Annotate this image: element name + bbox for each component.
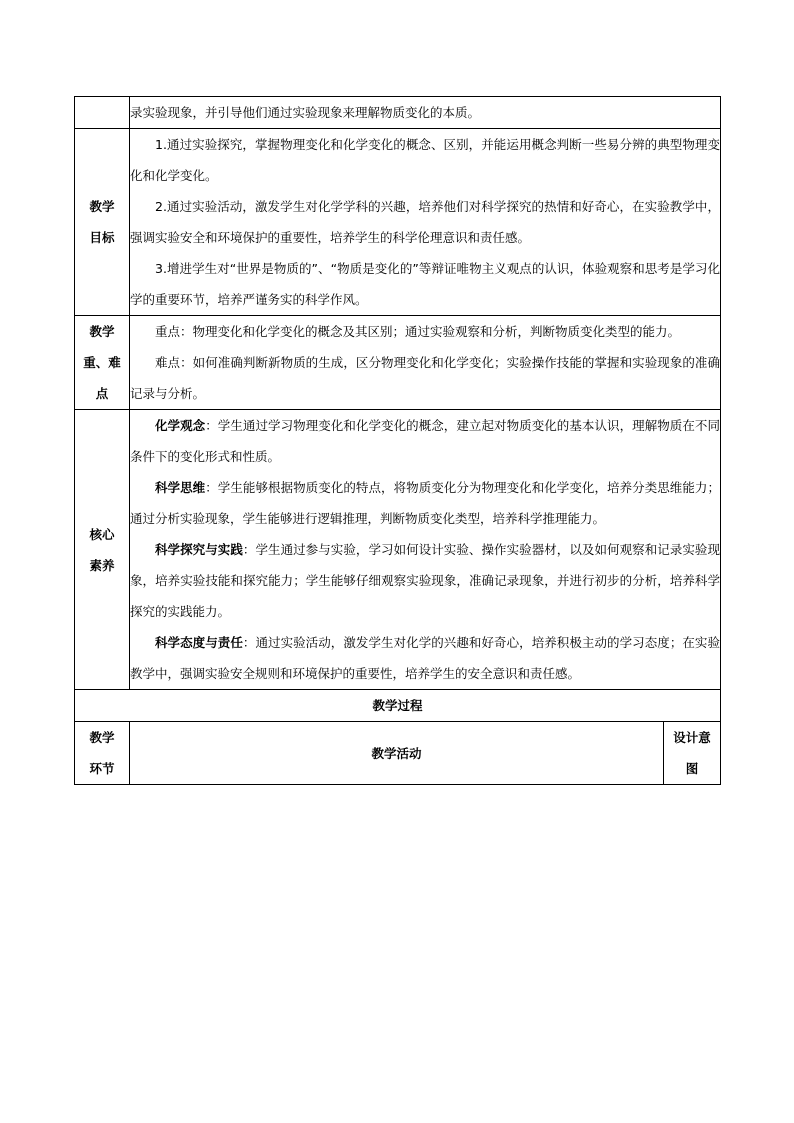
stage-header-line: 环节 xyxy=(89,761,115,776)
intro-label-cell xyxy=(75,97,130,129)
difficult-point-item: 难点：如何准确判断新物质的生成，区分物理变化和化学变化；实验操作技能的掌握和实验现象的准确记录与分析。 xyxy=(130,355,720,401)
literacy-item xyxy=(130,472,720,534)
stage-header-line: 教学 xyxy=(89,730,115,745)
literacy-content xyxy=(130,410,721,690)
objective-item: 3.增进学生对“世界是物质的”、“物质是变化的”等辩证唯物主义观点的认识，体验观察和思考是学习化学的重要环节，培养严谨务实的科学作风。 xyxy=(130,261,720,307)
literacy-item-title: 科学探究与实践 xyxy=(155,542,243,557)
intro-text: 录实验现象，并引导他们通过实验现象来理解物质变化的本质。 xyxy=(130,105,481,120)
objectives-label-line: 目标 xyxy=(89,230,115,245)
key-points-label-line: 重、难 xyxy=(83,355,121,370)
objective-item: 1.通过实验探究，掌握物理变化和化学变化的概念、区别，并能运用概念判断一些易分辨的典型物理变化和化学变化。 xyxy=(130,137,720,183)
key-points-label xyxy=(75,316,130,410)
intent-header-line: 图 xyxy=(685,761,699,776)
intent-column-header xyxy=(663,722,720,785)
lesson-plan-table xyxy=(74,96,721,785)
key-point-item: 重点：物理变化和化学变化的概念及其区别；通过实验观察和分析，判断物质变化类型的能力。 xyxy=(155,324,681,339)
literacy-item xyxy=(130,534,720,627)
literacy-item-title: 科学思维 xyxy=(155,480,206,495)
literacy-row xyxy=(75,410,721,690)
literacy-item xyxy=(130,410,720,472)
objectives-label-line: 教学 xyxy=(89,199,115,214)
activity-column-header: 教学活动 xyxy=(130,722,664,785)
literacy-item-text: ：通过实验活动，激发学生对化学的兴趣和好奇心，培养积极主动的学习态度；在实验教学中，强调实验安全规则和环境保护的重要性，培养学生的安全意识和责任感。 xyxy=(130,635,720,681)
objectives-content xyxy=(130,129,721,316)
literacy-item-text: ：学生通过参与实验，学习如何设计实验、操作实验器材，以及如何观察和记录实验现象，培养实验技能和探究能力；学生能够仔细观察实验现象，准确记录现象，并进行初步的分析，培养科学探究的实践能力。 xyxy=(130,542,720,619)
literacy-label-line: 素养 xyxy=(89,557,115,573)
key-points-label-line: 教学 xyxy=(89,324,115,339)
key-points-label-line: 点 xyxy=(95,386,109,401)
process-header-row xyxy=(75,722,721,785)
process-title: 教学过程 xyxy=(75,690,721,722)
key-points-row xyxy=(75,316,721,410)
process-title-row xyxy=(75,690,721,722)
literacy-label xyxy=(75,410,130,690)
objective-item: 2.通过实验活动，激发学生对化学学科的兴趣，培养他们对科学探究的热情和好奇心，在实验教学中，强调实验安全和环境保护的重要性，培养学生的科学伦理意识和责任感。 xyxy=(130,199,720,245)
literacy-item-title: 化学观念 xyxy=(155,418,206,433)
literacy-item-text: ：学生通过学习物理变化和化学变化的概念，建立起对物质变化的基本认识，理解物质在不同条件下的变化形式和性质。 xyxy=(130,418,720,464)
literacy-item xyxy=(130,627,720,689)
objectives-label xyxy=(75,129,130,316)
key-points-content xyxy=(130,316,721,410)
literacy-label-line: 核心 xyxy=(89,526,115,542)
intent-header-line: 设计意 xyxy=(673,730,711,745)
intro-row xyxy=(75,97,721,129)
literacy-item-text: ：学生能够根据物质变化的特点，将物质变化分为物理变化和化学变化，培养分类思维能力；通过分析实验现象，学生能够进行逻辑推理，判断物质变化类型，培养科学推理能力。 xyxy=(130,480,720,526)
intro-cell xyxy=(130,97,721,129)
objectives-row xyxy=(75,129,721,316)
stage-column-header xyxy=(75,722,130,785)
literacy-item-title: 科学态度与责任 xyxy=(155,635,243,650)
